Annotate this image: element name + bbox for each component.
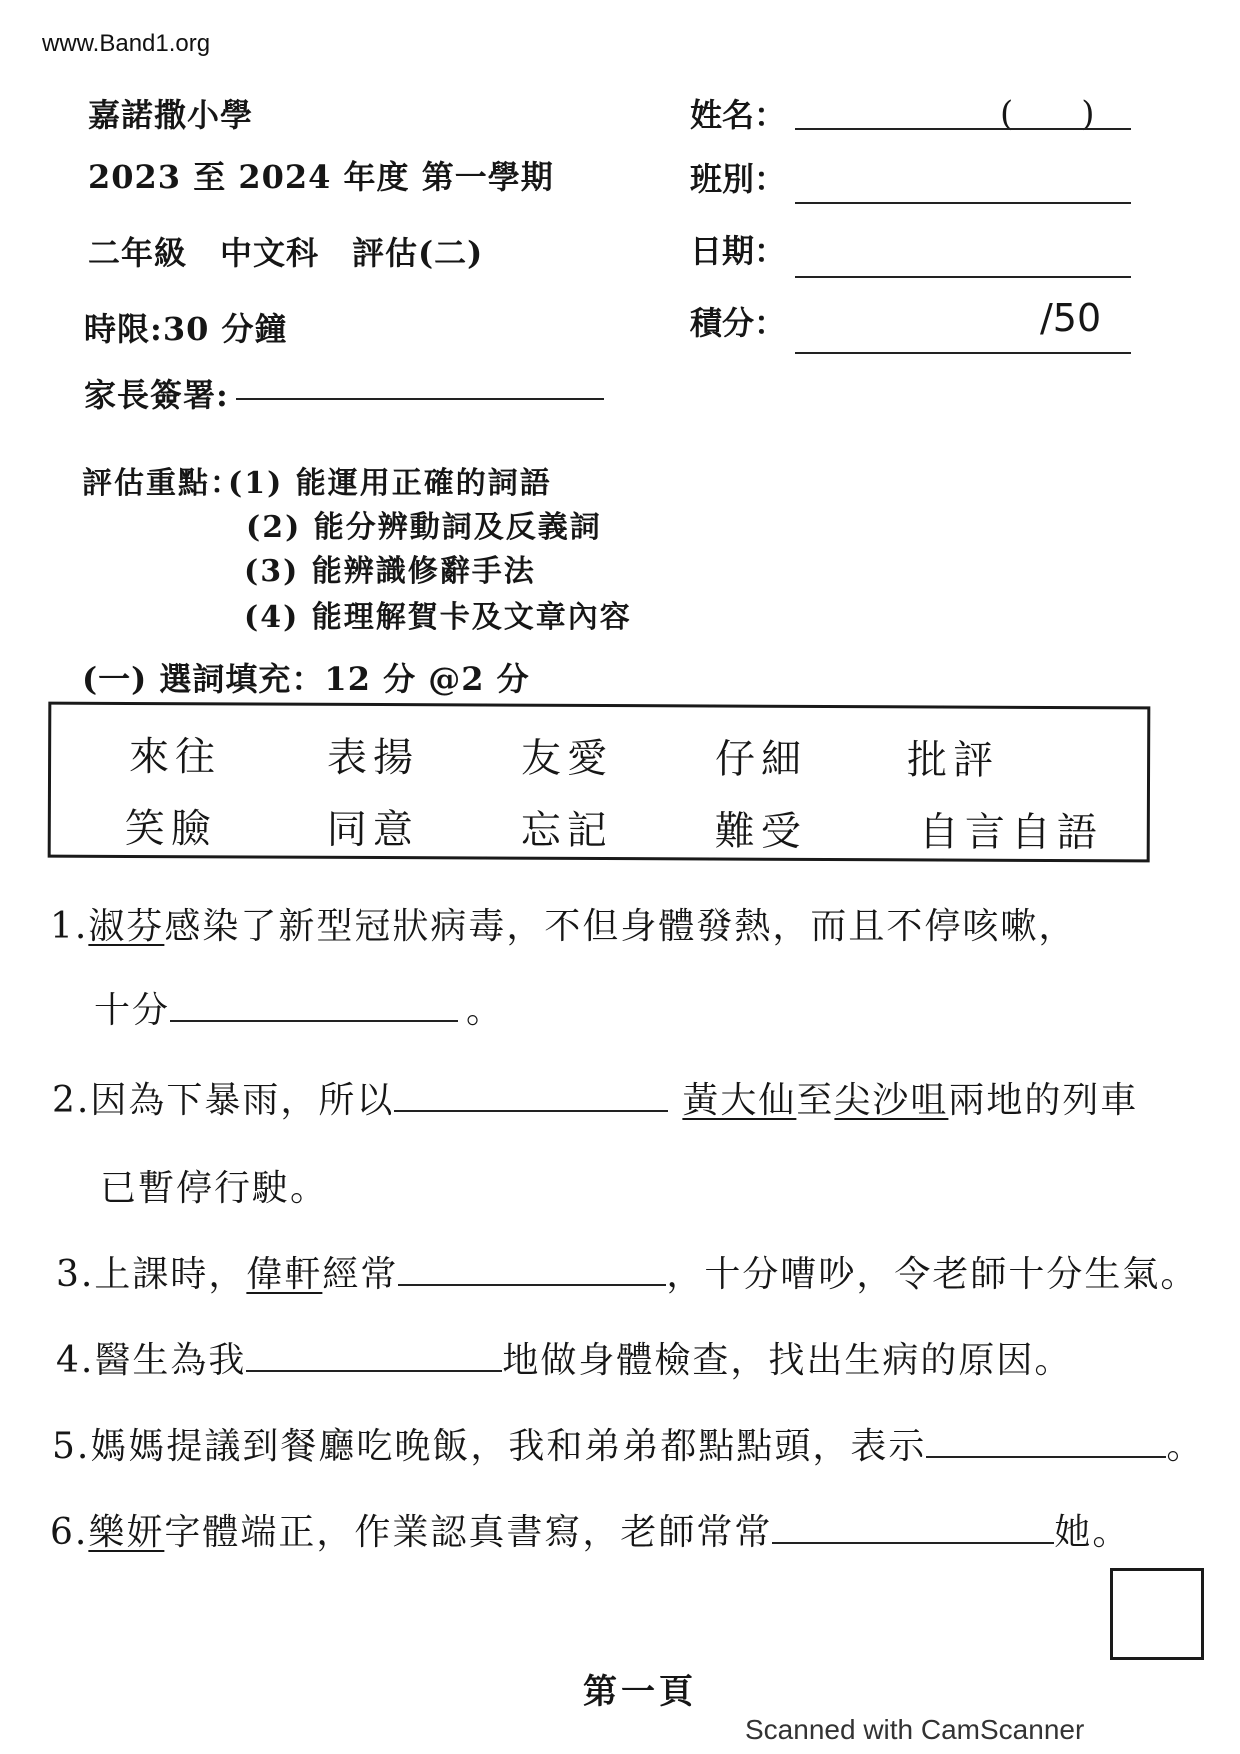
school-name: 嘉諾撒小學 [88, 96, 254, 134]
word-bank-item: 表揚 [327, 734, 420, 782]
date-input-line[interactable] [795, 276, 1131, 278]
question-2-line-1 [52, 1072, 1138, 1123]
question-text: 她。 [1054, 1512, 1131, 1553]
word-bank-item: 忘記 [520, 807, 613, 855]
place-name: 尖沙咀 [834, 1080, 949, 1121]
question-text: 字體端正，作業認真書寫，老師常常 [164, 1512, 773, 1553]
question-4 [56, 1332, 1072, 1383]
word-bank-item: 仔細 [714, 736, 808, 783]
score-input-line[interactable] [795, 352, 1131, 354]
scanner-watermark: Scanned with CamScanner [745, 1714, 1085, 1745]
question-text: 十分 [94, 990, 171, 1031]
class-label: 班別： [690, 160, 787, 198]
name-input-line[interactable] [795, 128, 1131, 130]
word-bank-item: 同意 [326, 806, 419, 854]
question-text: ，十分嘈吵，令老師十分生氣。 [666, 1254, 1199, 1295]
question-6 [50, 1504, 1130, 1555]
answer-blank[interactable] [170, 990, 458, 1022]
answer-blank[interactable] [926, 1426, 1166, 1458]
question-3 [56, 1246, 1198, 1297]
parent-signature-label: 家長簽署: [84, 376, 229, 414]
time-limit: 時限:30 分鐘 [84, 310, 288, 348]
question-end: 。 [1166, 1426, 1205, 1467]
answer-blank[interactable] [398, 1254, 666, 1286]
score-label: 積分： [690, 304, 787, 342]
question-text: 醫生為我 [94, 1340, 247, 1381]
word-bank-item: 笑臉 [124, 805, 217, 853]
word-bank-item: 批評 [906, 737, 1000, 784]
question-text: 地做身體檢查，找出生病的原因。 [502, 1340, 1073, 1381]
answer-blank[interactable] [772, 1512, 1054, 1544]
section-title: (一) 選詞填充：12 分 @2 分 [82, 660, 530, 698]
question-number: 5. [52, 1426, 91, 1467]
section-score-box[interactable] [1110, 1568, 1204, 1660]
parent-signature-line[interactable] [236, 398, 604, 400]
question-number: 4. [56, 1340, 95, 1381]
question-2-line-2: 已暫停行駛。 [100, 1168, 329, 1209]
date-label: 日期： [690, 232, 787, 270]
question-text: 上課時， [94, 1254, 247, 1295]
answer-blank[interactable] [246, 1340, 502, 1372]
question-number: 1. [50, 906, 89, 947]
class-input-line[interactable] [795, 202, 1131, 204]
school-year: 2023 至 2024 年度 第一學期 [88, 158, 554, 196]
question-text: 至 [796, 1080, 835, 1121]
question-text: 感染了新型冠狀病毒，不但身體發熱，而且不停咳嗽， [164, 906, 1077, 947]
person-name: 樂妍 [88, 1512, 165, 1553]
score-total: /50 [1040, 296, 1102, 340]
class-number-parentheses: ( ) [1000, 94, 1095, 134]
answer-blank[interactable] [394, 1080, 668, 1112]
objective-item: (4) 能理解賀卡及文章內容 [244, 600, 632, 635]
question-text: 兩地的列車 [948, 1080, 1139, 1121]
question-number: 6. [50, 1512, 89, 1553]
question-1-line-1 [50, 898, 1076, 949]
word-bank-item: 自言自語 [918, 809, 1103, 857]
name-label: 姓名： [690, 96, 787, 134]
place-name: 黃大仙 [682, 1080, 797, 1121]
word-bank-item: 友愛 [521, 735, 614, 783]
question-text: 因為下暴雨，所以 [90, 1080, 395, 1121]
word-bank-box [48, 702, 1151, 863]
objective-item: (3) 能辨識修辭手法 [244, 554, 536, 589]
watermark-text: www.Band1.org [42, 30, 211, 57]
question-number: 2. [52, 1080, 91, 1121]
person-name: 偉軒 [246, 1254, 323, 1295]
question-1-line-2 [94, 982, 504, 1033]
question-number: 3. [56, 1254, 95, 1295]
question-end: 。 [466, 990, 505, 1031]
objective-item: (2) 能分辨動詞及反義詞 [246, 510, 602, 545]
objective-item: (1) 能運用正確的詞語 [228, 466, 552, 501]
word-bank-item: 難受 [714, 808, 807, 855]
question-text: 經常 [322, 1254, 399, 1295]
page-number: 第一頁 [583, 1672, 697, 1712]
person-name: 淑芬 [88, 906, 165, 947]
subject-title: 二年級 中文科 評估(二) [88, 234, 484, 272]
question-text: 媽媽提議到餐廳吃晚飯，我和弟弟都點點頭，表示 [90, 1426, 927, 1467]
question-5 [52, 1418, 1204, 1469]
objectives-label: 評估重點： [82, 466, 242, 501]
word-bank-item: 來往 [129, 733, 222, 781]
